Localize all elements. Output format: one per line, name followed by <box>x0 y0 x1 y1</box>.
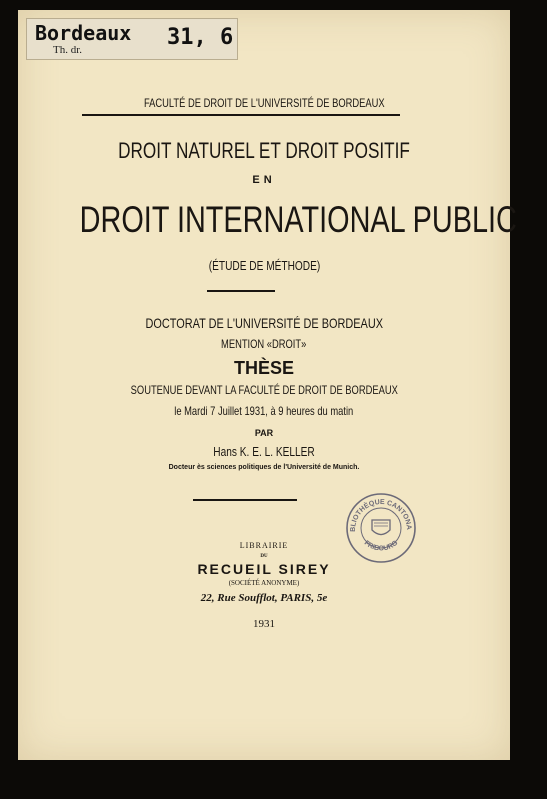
label-shelf-number: 31, 6 <box>167 25 234 50</box>
these: THÈSE <box>233 358 294 378</box>
title-main: DROIT INTERNATIONAL PUBLIC <box>79 199 517 240</box>
author-name: Hans K. E. L. KELLER <box>213 444 315 459</box>
library-shelf-label <box>26 18 238 60</box>
label-subject: Th. dr. <box>53 44 83 56</box>
doctorat: DOCTORAT DE L'UNIVERSITÉ DE BORDEAUX <box>145 315 383 331</box>
svg-text:BIBLIOTHÈQUE CANTONALE: BLIOTHÈQUE CANTONA <box>349 498 413 532</box>
author-title: Docteur ès sciences politiques de l'Université de Munich. <box>168 464 360 471</box>
label-city: Bordeaux <box>35 21 132 45</box>
defense-date: le Mardi 7 Juillet 1931, à 9 heures du matin <box>174 404 354 418</box>
svg-text:FRIBOURG: FRIBOURG <box>362 539 400 553</box>
title-line1: DROIT NATUREL ET DROIT POSITIF <box>118 138 410 163</box>
mention: MENTION «DROIT» <box>221 337 307 351</box>
publisher-librairie: LIBRAIRIE <box>239 541 289 550</box>
publisher-du: DU <box>260 554 268 559</box>
publisher-societe: (SOCIÉTÉ ANONYME) <box>228 579 300 587</box>
header-rule <box>82 114 400 116</box>
publisher-address: 22, Rue Soufflot, PARIS, 5e <box>200 592 328 604</box>
publication-year: 1931 <box>253 618 275 630</box>
par: PAR <box>254 428 274 438</box>
faculty-heading: FACULTÉ DE DROIT DE L'UNIVERSITÉ DE BORDEAUX <box>143 96 385 110</box>
author-rule <box>193 499 297 501</box>
subtitle-rule <box>207 290 275 292</box>
subtitle: (ÉTUDE DE MÉTHODE) <box>208 258 320 273</box>
publisher-name: RECUEIL SIREY <box>197 561 331 577</box>
soutenue: SOUTENUE DEVANT LA FACULTÉ DE DROIT DE BORDEAUX <box>130 383 398 397</box>
title-en: EN <box>252 174 276 186</box>
